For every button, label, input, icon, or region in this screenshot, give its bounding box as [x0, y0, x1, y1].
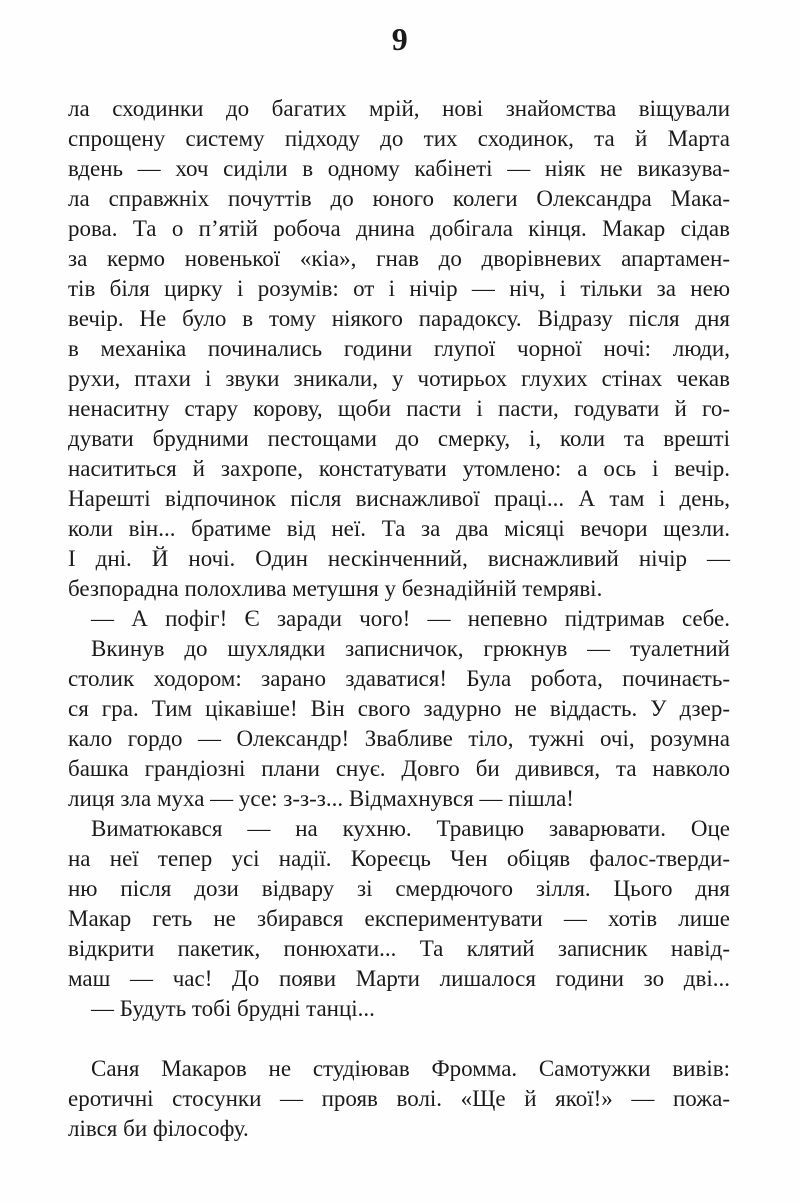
text-line: рова. Та о п’ятій робоча днина добігала кінця. Макар сідав — [68, 216, 730, 241]
text-line: столик ходором: зарано здаватися! Була робота, починаєть- — [68, 666, 730, 691]
text-line: кало гордо — Олександр! Звабливе тіло, тужні очі, розумна — [68, 726, 730, 751]
text-line: ла сходинки до багатих мрій, нові знайомства віщували — [68, 96, 730, 121]
page-number: 9 — [391, 21, 409, 57]
text-line: ся гра. Тим цікавіше! Він свого задурно не віддасть. У дзер- — [68, 696, 730, 721]
text-line: лиця зла муха — усе: з-з-з... Відмахнувся — пішла! — [68, 786, 574, 811]
text-line: за кермо новенької «кіа», гнав до дворівневих апартамен- — [68, 246, 730, 271]
text-line: в механіка починались години глупої чорної ночі: люди, — [68, 336, 730, 361]
text-line: ню після дози відвару зі смердючого зілля. Цього дня — [68, 876, 730, 901]
text-line: насититься й захропе, констатувати утомлено: а ось і вечір. — [68, 456, 730, 481]
text-line: Виматюкався — на кухню. Травицю заварювати. Оце — [91, 816, 730, 841]
text-body — [68, 94, 730, 1144]
paragraph — [68, 94, 730, 604]
text-line: — Будуть тобі брудні танці... — [91, 996, 375, 1021]
text-line: лівся би філософу. — [68, 1116, 249, 1141]
text-line: Нарешті відпочинок після виснажливої праці... А там і день, — [68, 486, 730, 511]
text-line: І дні. Й ночі. Один нескінченний, виснажливий нічір — — [68, 546, 730, 571]
text-line: маш — час! До появи Марти лишалося години зо дві... — [68, 966, 730, 991]
text-line: башка грандіозні плани снує. Довго би дивився, та навколо — [68, 756, 730, 781]
text-line: вечір. Не було в тому ніякого парадоксу. Відразу після дня — [68, 306, 730, 331]
paragraph — [68, 994, 730, 1024]
text-line: рухи, птахи і звуки зникали, у чотирьох глухих стінах чекав — [68, 366, 730, 391]
paragraph — [68, 1054, 730, 1144]
text-line: коли він... братиме від неї. Та за два місяці вечори щезли. — [68, 516, 730, 541]
text-line: тів біля цирку і розумів: от і нічір — ніч, і тільки за нею — [68, 276, 730, 301]
paragraph — [68, 604, 730, 634]
text-line: на неї тепер усі надії. Кореєць Чен обіцяв фалос-тверди- — [68, 846, 730, 871]
text-line: Саня Макаров не студіював Фромма. Самотужки вивів: — [91, 1056, 730, 1081]
text-line: Вкинув до шухлядки записничок, грюкнув — туалетний — [91, 636, 730, 661]
paragraph — [68, 814, 730, 994]
text-line: дувати брудними пестощами до смерку, і, коли та врешті — [68, 426, 730, 451]
text-line: спрощену систему підходу до тих сходинок, та й Марта — [68, 126, 730, 151]
text-line: ненаситну стару корову, щоби пасти і пасти, годувати й го- — [68, 396, 730, 421]
text-line: безпорадна полохлива метушня у безнадійній темряві. — [68, 576, 603, 601]
text-line: еротичні стосунки — прояв волі. «Ще й якої!» — пожа- — [68, 1086, 730, 1111]
text-line: ла справжніх почуттів до юного колеги Олександра Мака- — [68, 186, 730, 211]
page-header — [0, 23, 800, 55]
paragraph — [68, 634, 730, 814]
text-line: відкрити пакетик, понюхати... Та клятий записник навід- — [68, 936, 730, 961]
text-line: вдень — хоч сиділи в одному кабінеті — ніяк не виказува- — [68, 156, 730, 181]
text-line: — А пофіг! Є заради чого! — непевно підтримав себе. — [91, 606, 730, 631]
text-line: Макар геть не збирався експериментувати — хотів лише — [68, 906, 730, 931]
